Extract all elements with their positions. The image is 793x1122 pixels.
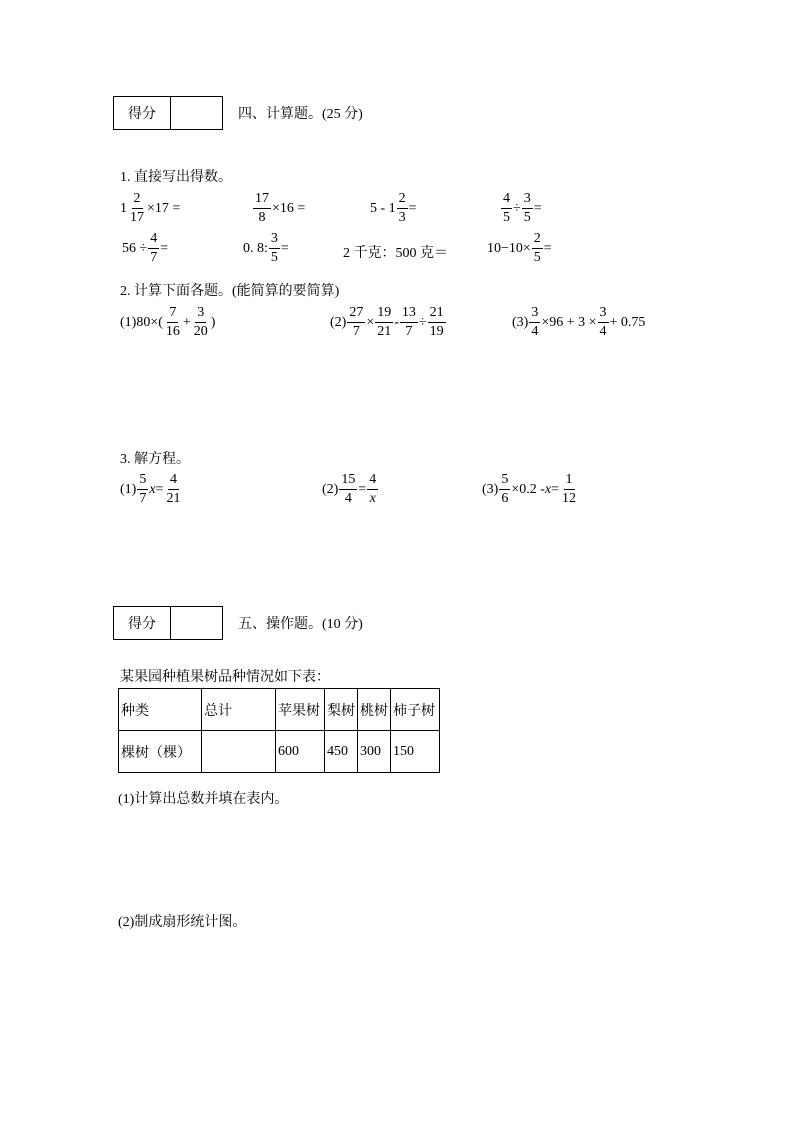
score-label: 得分 (114, 97, 171, 129)
problem-label: (1)80×( (120, 314, 163, 330)
variable: x (149, 481, 156, 497)
expression-mid: ×96 + 3 × (541, 314, 597, 330)
fraction: $\frac{21}{19}$ (429, 305, 444, 339)
fraction: $\frac{17}{8}$ (255, 191, 269, 225)
fraction: $\frac{27}{7}$ (349, 305, 364, 339)
table-cell: 300 (358, 731, 391, 773)
expression-head: 5 - 1 (370, 200, 396, 216)
equals: = (358, 481, 367, 497)
fruit-tree-table (118, 688, 440, 773)
expression-tail: = (160, 240, 169, 256)
table-header-row (119, 689, 440, 731)
fraction: $\frac{2}{3}$ (398, 191, 406, 225)
section-title: 四、计算题。(25 分) (238, 107, 363, 122)
table-cell: 棵树（棵） (119, 731, 202, 773)
fraction: $\frac{3}{5}$ (523, 191, 531, 225)
fraction: $\frac{4}{5}$ (503, 191, 510, 225)
fraction: $\frac{5}{7}$ (139, 472, 147, 506)
table-cell: 苹果树 (276, 689, 325, 731)
total-input-cell[interactable] (202, 731, 276, 773)
fraction: $\frac{2}{5}$ (533, 231, 541, 265)
q1-item-4 (500, 192, 542, 225)
problem-label: (3) (482, 481, 499, 497)
score-box (113, 606, 223, 640)
q1-item-2 (252, 192, 305, 225)
operator: ÷ (418, 314, 427, 330)
operator: ÷ (513, 200, 521, 216)
score-value-cell[interactable] (171, 97, 222, 129)
score-box (113, 96, 223, 130)
table-cell: 柿子树 (391, 689, 440, 731)
section-title: 五、操作题。(10 分) (238, 617, 363, 632)
fraction: $\frac{3}{4}$ (599, 305, 607, 339)
q1-item-6 (243, 232, 289, 265)
q1-item-7: 2 千克：500 克＝ (343, 246, 448, 261)
q3-equation-2 (322, 473, 379, 506)
expression-tail: = (408, 200, 417, 216)
fraction: $\frac{2}{17}$ (130, 191, 144, 225)
problem-label: (2) (322, 481, 339, 497)
problem-label: (3) (512, 314, 529, 330)
fraction: $\frac{3}{4}$ (531, 305, 539, 339)
expression-tail: = (280, 240, 289, 256)
fraction: $\frac{15}{4}$ (341, 472, 356, 506)
q2-problem-2 (330, 306, 447, 339)
expression-head: 10−10× (487, 240, 531, 256)
fraction: $\frac{3}{20}$ (193, 305, 208, 339)
fraction: $\frac{7}{16}$ (165, 305, 180, 339)
table-cell: 种类 (119, 689, 202, 731)
q1-item-1 (120, 192, 180, 225)
expression-mid: ×0.2 - (511, 481, 545, 497)
q1-item-3 (370, 192, 417, 225)
expression-tail: ×17 = (147, 200, 181, 216)
table-intro: 某果园种植果树品种情况如下表： (120, 670, 330, 685)
paren-close: ) (210, 314, 216, 330)
q1-item-5 (122, 232, 168, 265)
table-cell: 总计 (202, 689, 276, 731)
variable: x (544, 481, 552, 497)
operator: - (394, 314, 399, 330)
table-cell: 桃树 (358, 689, 391, 731)
q2-problem-1 (120, 306, 215, 339)
operator: × (366, 314, 375, 330)
table-cell: 梨树 (325, 689, 358, 731)
expression-tail: = (533, 200, 542, 216)
q2-problem-3 (512, 306, 645, 339)
q3-equation-3 (482, 473, 579, 506)
question-title: 3. 解方程。 (120, 452, 190, 467)
table-cell: 450 (325, 731, 358, 773)
question-title: 2. 计算下面各题。(能简算的要简算) (120, 284, 340, 299)
sub-question-1: (1)计算出总数并填在表内。 (118, 792, 289, 807)
expression-tail: + 0.75 (609, 314, 646, 330)
score-label: 得分 (114, 607, 171, 639)
fraction: $\frac{4}{21}$ (166, 472, 181, 506)
whole-number: 1 (120, 200, 127, 216)
table-row (119, 731, 440, 773)
fraction: $\frac{5}{6}$ (501, 472, 509, 506)
table-cell: 600 (276, 731, 325, 773)
q3-equation-1 (120, 473, 183, 506)
expression-head: 0. 8: (243, 240, 268, 256)
equals: = (551, 481, 560, 497)
expression-tail: = (543, 240, 552, 256)
table-cell: 150 (391, 731, 440, 773)
q1-item-8 (487, 232, 552, 265)
question-title: 1. 直接写出得数。 (120, 170, 232, 185)
fraction: $\frac{19}{21}$ (377, 305, 392, 339)
problem-label: (2) (330, 314, 347, 330)
fraction: $\frac{3}{5}$ (270, 231, 278, 265)
fraction: $\frac{1}{12}$ (562, 472, 577, 506)
sub-question-2: (2)制成扇形统计图。 (118, 915, 247, 930)
fraction: $\frac{4}{x}$ (369, 472, 377, 506)
problem-label: (1) (120, 481, 137, 497)
fraction: $\frac{4}{7}$ (150, 231, 158, 265)
fraction: $\frac{13}{7}$ (401, 305, 416, 339)
expression-head: 56 ÷ (122, 240, 148, 256)
operator: + (182, 314, 191, 330)
equals: = (155, 481, 164, 497)
expression-tail: ×16 = (272, 200, 306, 216)
score-value-cell[interactable] (171, 607, 222, 639)
